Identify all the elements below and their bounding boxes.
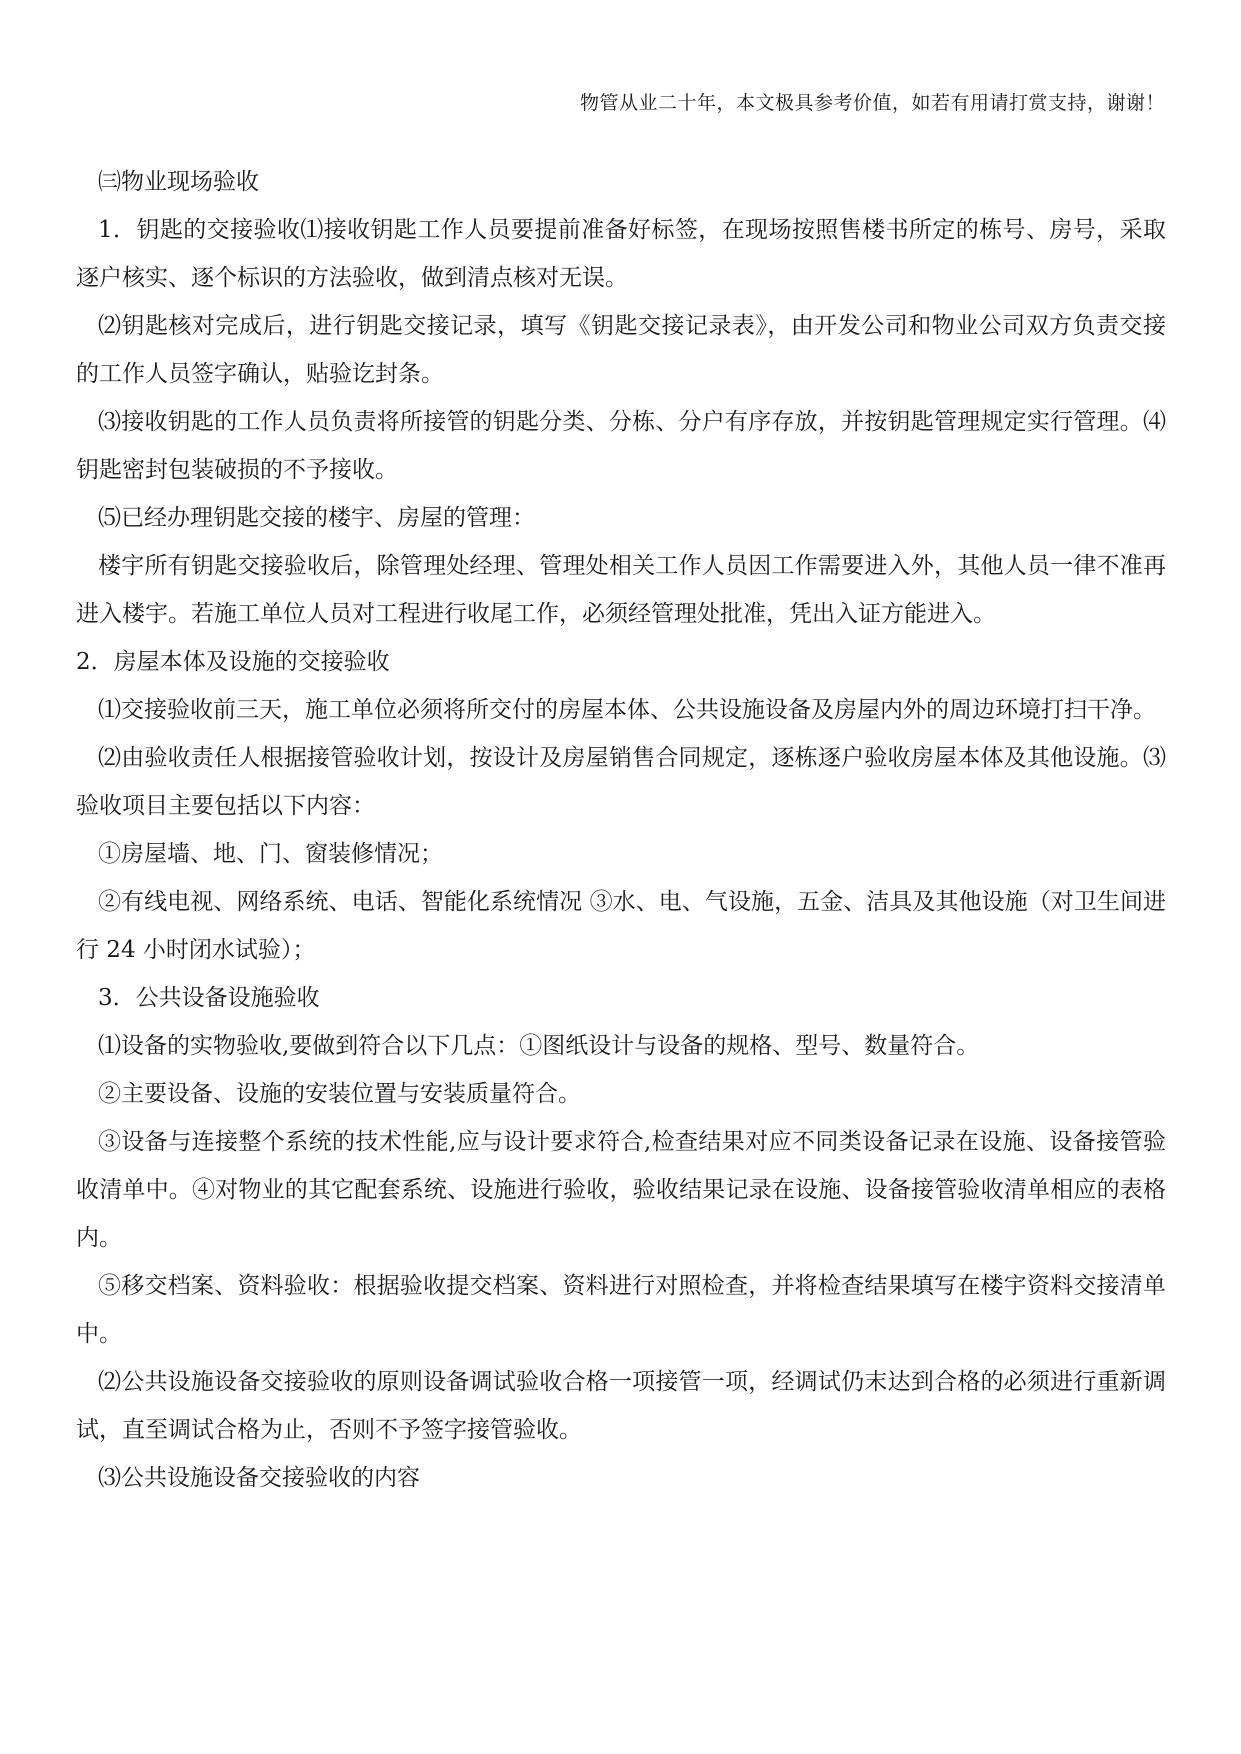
paragraph-acceptance-content: ⑶公共设施设备交接验收的内容 — [98, 1465, 420, 1491]
paragraph-key-storage: ⑶接收钥匙的工作人员负责将所接管的钥匙分类、分栋、分户有序存放，并按钥匙管理规定实行管理。⑷钥匙密封包装破损的不予接收。 — [76, 409, 1166, 483]
paragraph-installation: ②主要设备、设施的安装位置与安装质量符合。 — [98, 1081, 581, 1107]
document-body — [76, 158, 1166, 1502]
paragraph-key-handover: 1．钥匙的交接验收⑴接收钥匙工作人员要提前准备好标签，在现场按照售楼书所定的栋号、房号，采取逐户核实、逐个标识的方法验收，做到清点核对无误。 — [76, 217, 1166, 291]
paragraph-key-record: ⑵钥匙核对完成后，进行钥匙交接记录，填写《钥匙交接记录表》，由开发公司和物业公司双方负责交接的工作人员签字确认，贴验讫封条。 — [76, 313, 1166, 387]
paragraph-section-heading: ㈢物业现场验收 — [98, 169, 259, 195]
paragraph-house-acceptance-heading: 2．房屋本体及设施的交接验收 — [76, 649, 390, 675]
header-note: 物管从业二十年，本文极具参考价值，如若有用请打赏支持，谢谢！ — [579, 92, 1165, 114]
paragraph-acceptance-plan: ⑵由验收责任人根据接管验收计划，按设计及房屋销售合同规定，逐栋逐户验收房屋本体及其他设施。⑶验收项目主要包括以下内容： — [76, 745, 1166, 819]
paragraph-item-systems: ②有线电视、网络系统、电话、智能化系统情况 ③水、电、气设施，五金、洁具及其他设施（对卫生间进行 24 小时闭水试验）； — [76, 889, 1166, 963]
paragraph-building-management: ⑸已经办理钥匙交接的楼宇、房屋的管理： — [98, 505, 535, 531]
paragraph-entry-restriction: 楼宇所有钥匙交接验收后，除管理处经理、管理处相关工作人员因工作需要进入外，其他人员一律不准再进入楼宇。若施工单位人员对工程进行收尾工作，必须经管理处批准，凭出入证方能进入。 — [76, 553, 1166, 627]
paragraph-acceptance-principle: ⑵公共设施设备交接验收的原则设备调试验收合格一项接管一项，经调试仍末达到合格的必须进行重新调试，直至调试合格为止，否则不予签字接管验收。 — [76, 1369, 1166, 1443]
paragraph-archive-transfer: ⑤移交档案、资料验收：根据验收提交档案、资料进行对照检查，并将检查结果填写在楼宇资料交接清单中。 — [76, 1273, 1166, 1347]
paragraph-cleaning: ⑴交接验收前三天，施工单位必须将所交付的房屋本体、公共设施设备及房屋内外的周边环境打扫干净。 — [98, 697, 1156, 723]
paragraph-public-facilities-heading: 3．公共设备设施验收 — [98, 985, 320, 1011]
paragraph-item-decoration: ①房屋墙、地、门、窗装修情况； — [98, 841, 443, 867]
paragraph-technical-performance: ③设备与连接整个系统的技术性能,应与设计要求符合,检查结果对应不同类设备记录在设施、设备接管验收清单中。④对物业的其它配套系统、设施进行验收，验收结果记录在设施、设备接管验收清单相应的表格内。 — [76, 1129, 1166, 1251]
paragraph-physical-acceptance: ⑴设备的实物验收,要做到符合以下几点：①图纸设计与设备的规格、型号、数量符合。 — [98, 1033, 980, 1059]
